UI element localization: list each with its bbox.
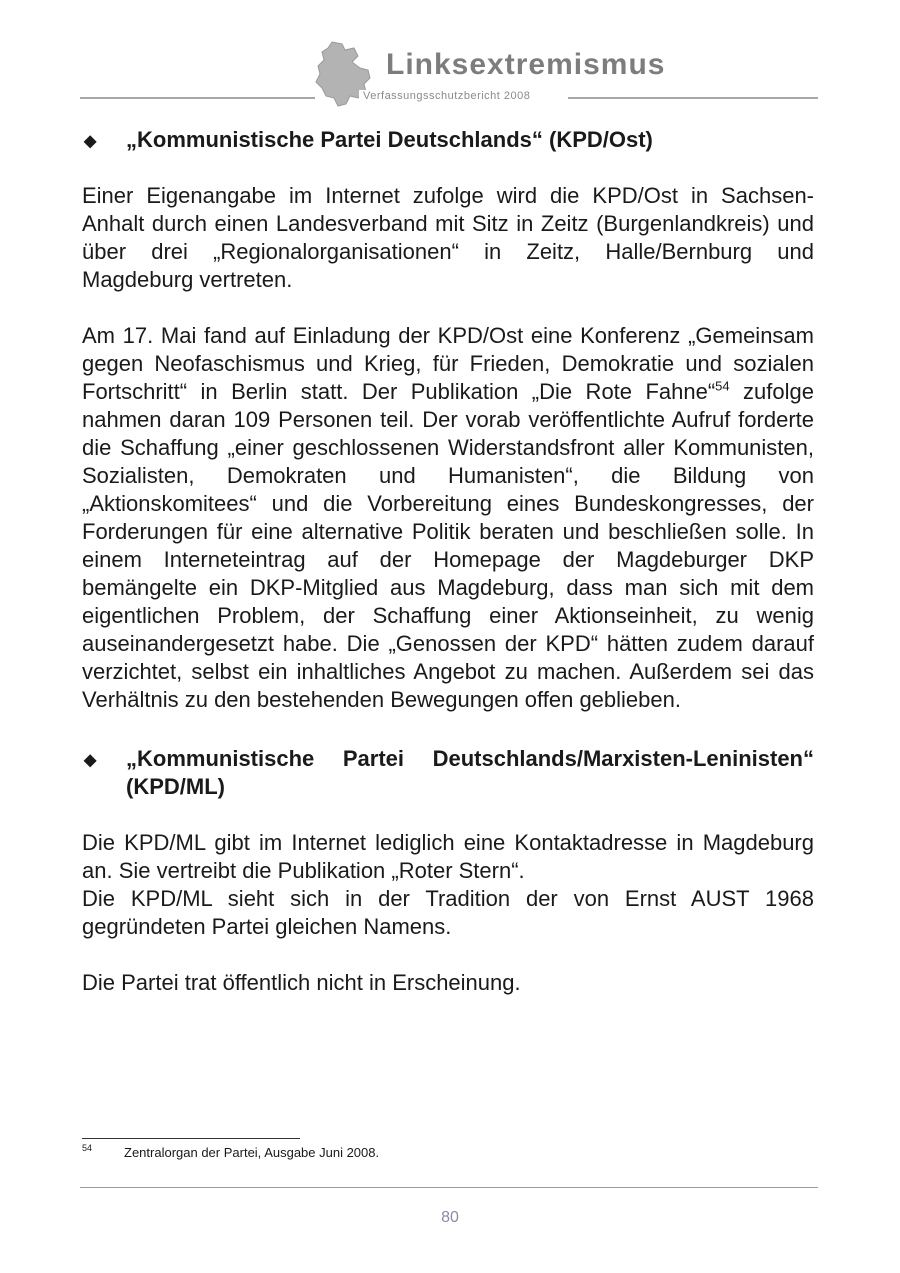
section-heading-kpd-ml — [82, 745, 814, 801]
header-subtitle: Verfassungsschutzbericht 2008 — [359, 90, 534, 102]
heading-text: „Kommunistische Partei Deutschlands“ (KPD/Ost) — [126, 127, 653, 152]
paragraph-text: zufolge nahmen daran 109 Personen teil. Der vorab veröffentlichte Aufruf forderte die Schaffung „einer geschlossenen Widerstandsfront aller Kommunisten, Sozialisten, Demokraten und Humanisten“, die Bildung von „Aktionskomitees“ und die Vorbereitung eines Bundeskongresses, der Forderungen für eine alternative Politik beraten und beschließen solle. In einem Interneteintrag auf der Homepage der Magdeburger DKP bemängelte ein DKP-Mitglied aus Magdeburg, dass man sich mit dem eigentlichen Problem, der Schaffung einer Aktionseinheit, zu wenig auseinandergesetzt habe. Die „Genossen der KPD“ hätten zudem darauf verzichtet, selbst ein inhaltliches Angebot zu machen. Außerdem sei das Verhältnis zu den bestehenden Bewegungen offen geblieben. — [82, 379, 814, 712]
page-number: 80 — [441, 1209, 459, 1226]
footnote-number: 54 — [82, 1143, 93, 1153]
footnote-text: Zentralorgan der Partei, Ausgabe Juni 2008. — [124, 1145, 380, 1160]
footer-rule — [80, 1187, 818, 1188]
bullet-icon: ◆ — [84, 752, 97, 769]
footnote-divider — [82, 1138, 300, 1139]
header-rule-left — [80, 97, 315, 99]
section-heading-kpd-ost — [82, 126, 814, 154]
bullet-icon: ◆ — [84, 133, 97, 150]
paragraph: Die KPD/ML sieht sich in der Tradition der von Ernst AUST 1968 gegründeten Partei gleichen Namens. — [82, 886, 814, 939]
paragraph: Die Partei trat öffentlich nicht in Erscheinung. — [82, 970, 521, 995]
paragraph: Einer Eigenangabe im Internet zufolge wird die KPD/Ost in Sachsen-Anhalt durch einen Landesverband mit Sitz in Zeitz (Burgenlandkreis) und über drei „Regionalorganisationen“ in Zeitz, Halle/Bernburg und Magdeburg vertreten. — [82, 183, 814, 292]
paragraph: Die KPD/ML gibt im Internet lediglich eine Kontaktadresse in Magdeburg an. Sie vertreibt die Publikation „Roter Stern“. — [82, 830, 814, 883]
main-content — [82, 126, 814, 997]
header-title: Linksextremismus — [386, 48, 666, 81]
paragraph-text: Am 17. Mai fand auf Einladung der KPD/Ost eine Konferenz „Gemeinsam gegen Neofaschismus und Krieg, für Frieden, Demokratie und sozialen Fortschritt“ in Berlin statt. Der Publikation „Die Rote Fahne“ — [82, 323, 814, 404]
footnote-reference: 54 — [715, 378, 730, 394]
page-header — [0, 0, 900, 110]
heading-text: „Kommunistische Partei Deutschlands/Marxisten-Leninisten“ (KPD/ML) — [126, 746, 814, 799]
paragraph-conference — [82, 322, 814, 714]
header-rule-right — [568, 97, 818, 99]
